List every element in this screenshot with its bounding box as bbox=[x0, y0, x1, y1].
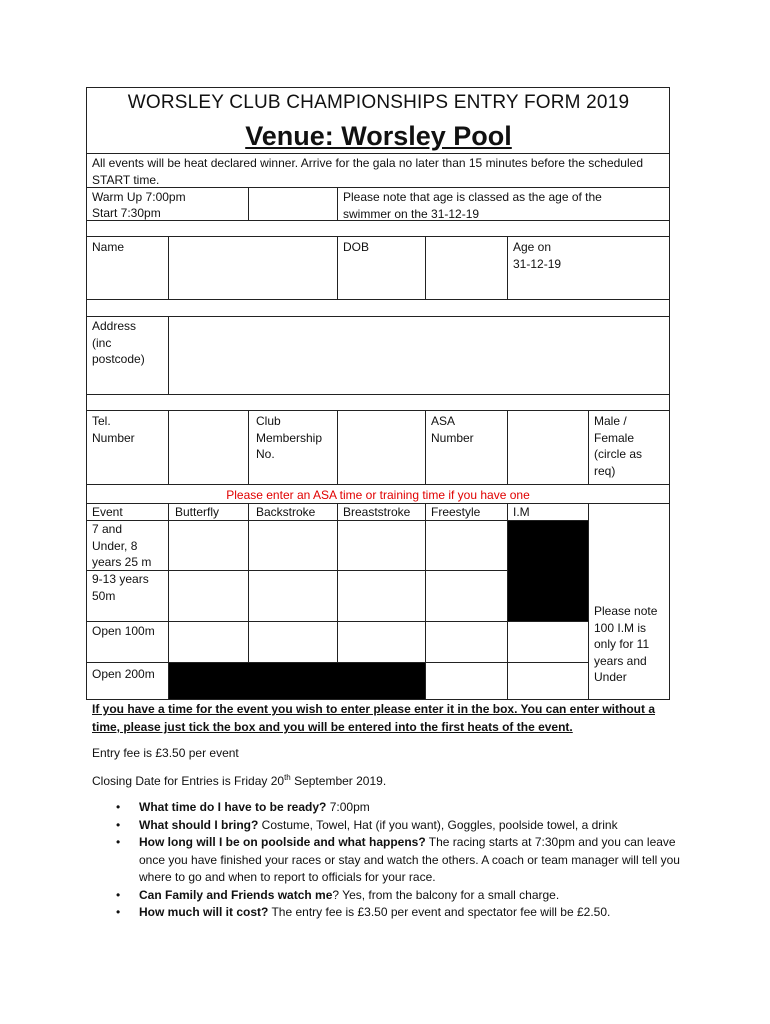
vrule-name-2 bbox=[337, 236, 338, 299]
row-9-13-years: 9-13 years 50m bbox=[92, 572, 149, 603]
vrule-events-6 bbox=[588, 503, 589, 699]
col-im: I.M bbox=[513, 505, 530, 519]
col-backstroke: Backstroke bbox=[256, 505, 316, 519]
name-field[interactable] bbox=[169, 237, 337, 299]
col-butterfly: Butterfly bbox=[175, 505, 220, 519]
vrule-times-1 bbox=[248, 187, 249, 220]
bullet-dot: • bbox=[116, 817, 121, 832]
tel-label: Tel. Number bbox=[92, 414, 135, 445]
age-label: Age on 31-12-19 bbox=[513, 240, 562, 271]
im-age-note: Please note 100 I.M is only for 11 years and Under bbox=[594, 604, 658, 684]
rule-after-title bbox=[86, 153, 670, 154]
start-time: Start 7:30pm bbox=[92, 206, 161, 220]
bullet-dot: • bbox=[116, 800, 121, 814]
faq-item: • Can Family and Friends watch me? Yes, from the balcony for a small charge. bbox=[92, 887, 692, 905]
asa-number-label: ASA Number bbox=[431, 414, 474, 445]
rule-after-address bbox=[86, 394, 670, 395]
address-label: Address (inc postcode) bbox=[92, 319, 145, 366]
col-freestyle: Freestyle bbox=[431, 505, 481, 519]
bullet-dot: • bbox=[116, 905, 121, 919]
closing-date-text: Closing Date for Entries is Friday 20th September 2019. bbox=[92, 773, 387, 788]
faq-list bbox=[92, 799, 692, 922]
vrule-name-4 bbox=[507, 236, 508, 299]
row-7-and-under: 7 and Under, 8 years 25 m bbox=[92, 522, 152, 569]
col-event: Event bbox=[92, 505, 123, 519]
age-note: Please note that age is classed as the age of the swimmer on the 31-12-19 bbox=[343, 190, 602, 221]
vrule-tel-2 bbox=[248, 410, 249, 484]
faq-item: • What time do I have to be ready? 7:00pm bbox=[92, 799, 692, 817]
bullet-dot: • bbox=[116, 835, 121, 849]
address-field[interactable] bbox=[169, 317, 669, 394]
club-membership-label: Club Membership No. bbox=[256, 414, 323, 461]
rule-after-name bbox=[86, 299, 670, 300]
vrule-tel-6 bbox=[588, 410, 589, 484]
faq-item: • How long will I be on poolside and what happens? The racing starts at 7:30pm and you can leave once you have finished your races or stay and watch the others. A coach or team manager will tell you where to go and when to report to officials for your race. bbox=[116, 835, 680, 884]
tel-field[interactable] bbox=[169, 411, 248, 484]
entry-fee-text: Entry fee is £3.50 per event bbox=[92, 746, 239, 760]
time-entry-note: If you have a time for the event you wish to enter please enter it in the box. You can enter without a time, please just tick the box and you will be entered into the first heats of the event. bbox=[92, 702, 655, 734]
venue-title: Venue: Worsley Pool bbox=[245, 121, 512, 151]
vrule-events-4 bbox=[425, 503, 426, 699]
row-open-100m: Open 100m bbox=[92, 624, 155, 638]
dob-field[interactable] bbox=[426, 237, 507, 299]
vrule-tel-4 bbox=[425, 410, 426, 484]
vrule-times-2 bbox=[337, 187, 338, 220]
name-label: Name bbox=[92, 240, 125, 254]
form-title: WORSLEY CLUB CHAMPIONSHIPS ENTRY FORM 2019 bbox=[127, 92, 630, 113]
heat-declared-note: All events will be heat declared winner. Arrive for the gala no later than 15 minutes before the scheduled START time. bbox=[92, 156, 643, 187]
faq-item: • What should I bring? Costume, Towel, Hat (if you want), Goggles, poolside towel, a drink bbox=[92, 817, 692, 835]
asa-time-instruction: Please enter an ASA time or training time if you have one bbox=[226, 488, 530, 502]
form-border-left bbox=[86, 87, 87, 699]
club-membership-field[interactable] bbox=[338, 411, 425, 484]
asa-number-field[interactable] bbox=[508, 411, 588, 484]
form-border-top bbox=[86, 87, 670, 88]
gender-label: Male / Female (circle as req) bbox=[594, 414, 643, 478]
blocked-cell-200m bbox=[169, 663, 425, 699]
warmup-time: Warm Up 7:00pm bbox=[92, 190, 186, 204]
blocked-cell-im-junior bbox=[508, 521, 588, 621]
row-open-200m: Open 200m bbox=[92, 667, 155, 681]
dob-label: DOB bbox=[343, 240, 370, 254]
bullet-dot: • bbox=[116, 887, 121, 902]
form-border-right bbox=[669, 87, 670, 699]
col-breaststroke: Breaststroke bbox=[343, 505, 411, 519]
faq-item: • How much will it cost? The entry fee is £3.50 per event and spectator fee will be £2.50. bbox=[92, 904, 692, 922]
rule-after-tel bbox=[86, 484, 670, 485]
